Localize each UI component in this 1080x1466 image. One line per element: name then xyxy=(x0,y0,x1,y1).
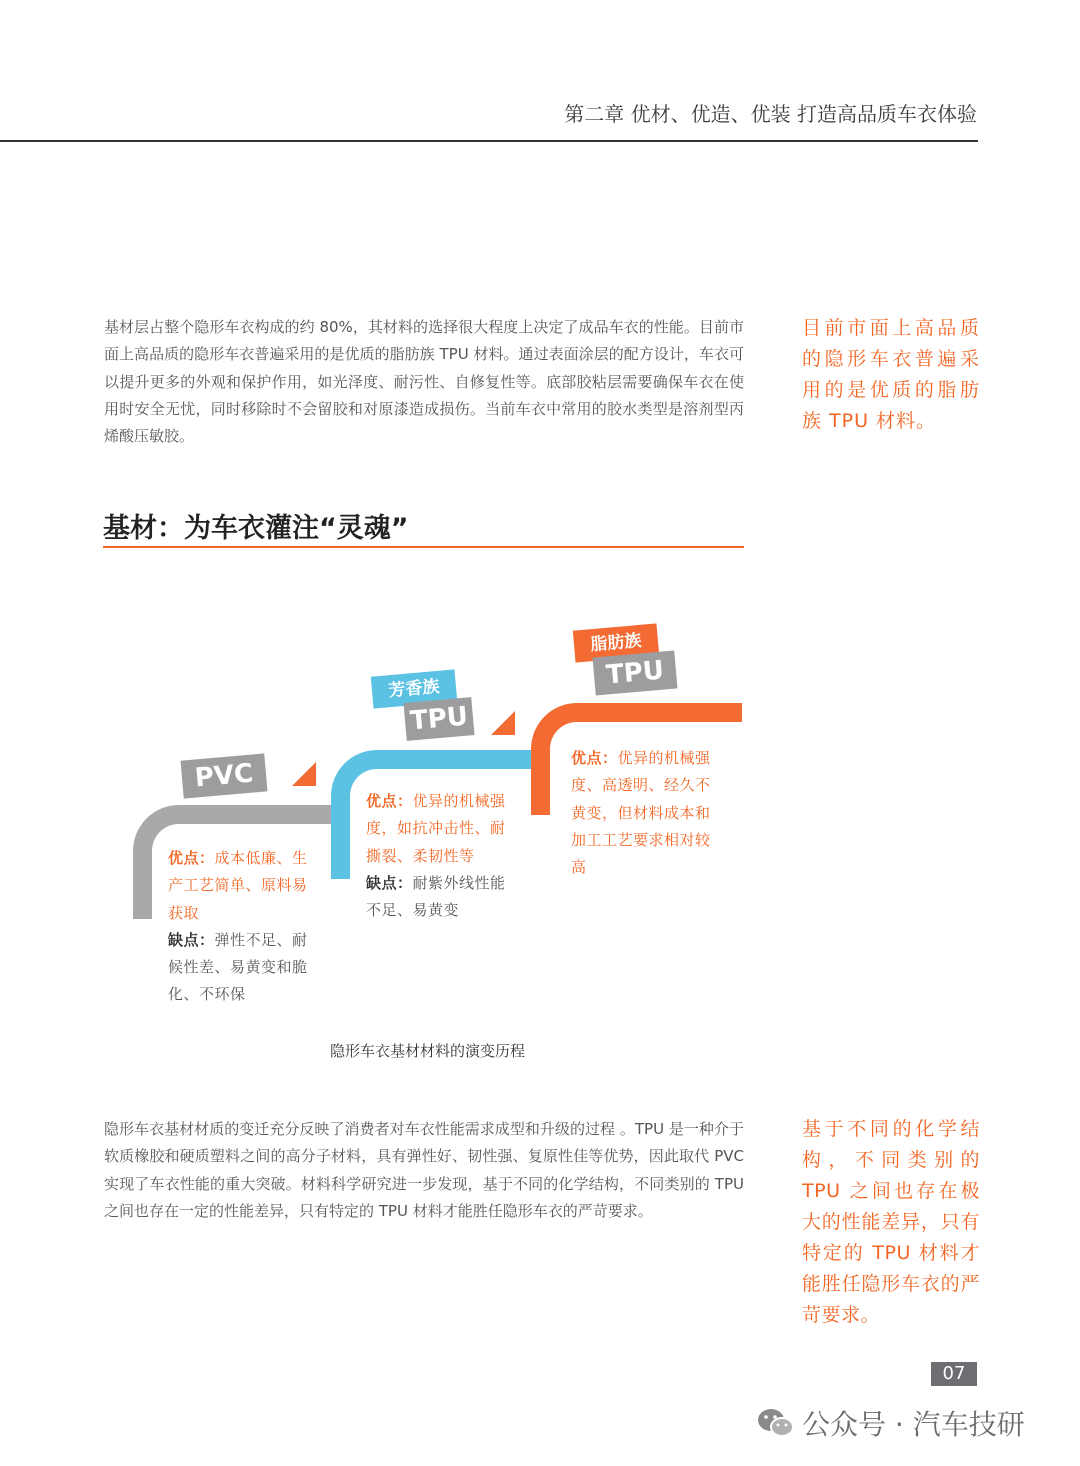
arrow-triangle-2 xyxy=(491,711,515,735)
aromatic-cons: 耐紫外线性能不足、易黄变 xyxy=(366,873,506,920)
body-paragraph-2: 隐形车衣基材材质的变迁充分反映了消费者对车衣性能需求成型和升级的过程 。TPU 是一种介于软质橡胶和硬质塑料之间的高分子材料，具有弹性好、韧性强、复原性佳等优势，因此取代 PVC 实现了车衣性能的重大突破。材料科学研究进一步发现，基于不同的化学结构，不同类别的 TPU 之间也存在一定的性能差异，只有特定的 TPU 材料才能胜任隐形车衣的严苛要求。 xyxy=(104,1120,744,1220)
aromatic-pros: 优异的机械强度，如抗冲击性、耐撕裂、柔韧性等 xyxy=(366,792,506,865)
section-heading: 基材：为车衣灌注“灵魂” xyxy=(103,513,409,544)
aromatic-description xyxy=(366,788,516,924)
pvc-cons: 弹性不足、耐候性差、易黄变和脆化、不环保 xyxy=(168,930,308,1004)
watermark-text: 公众号 · 汽车技研 xyxy=(802,1408,1025,1441)
section-underline xyxy=(103,546,744,548)
aliphatic-tpu-label: TPU xyxy=(593,650,678,695)
callout-quote-2: 基于不同的化学结构，不同类别的 TPU 之间也存在极大的性能差异，只有特定的 TPU 材料才能胜任隐形车衣的严苛要求。 xyxy=(802,1118,980,1326)
pvc-pros-label: 优点： xyxy=(168,849,215,867)
wechat-icon xyxy=(756,1406,796,1440)
aliphatic-pros-label: 优点： xyxy=(571,749,618,767)
aromatic-family-label: 芳香族 xyxy=(371,669,457,708)
page-number: 07 xyxy=(931,1362,977,1386)
pvc-description xyxy=(168,845,318,1009)
watermark xyxy=(756,1400,1025,1446)
diagram-caption: 隐形车衣基材材料的演变历程 xyxy=(330,1042,526,1060)
arrow-triangle-1 xyxy=(292,762,316,786)
pvc-label: PVC xyxy=(181,753,268,798)
aromatic-tpu-label: TPU xyxy=(403,697,474,741)
aliphatic-family-label: 脂肪族 xyxy=(573,623,659,662)
aliphatic-description xyxy=(571,745,716,881)
callout-quote-1: 目前市面上高品质的隐形车衣普遍采用的是优质的脂肪族 TPU 材料。 xyxy=(802,317,980,432)
pvc-pros: 成本低廉、生产工艺简单、原料易获取 xyxy=(168,849,308,922)
aliphatic-pros: 优异的机械强度、高透明、经久不黄变，但材料成本和加工工艺要求相对较高 xyxy=(571,749,711,877)
pvc-cons-label: 缺点： xyxy=(168,930,215,949)
aromatic-cons-label: 缺点： xyxy=(366,873,413,892)
header-rule xyxy=(0,140,978,142)
aromatic-pros-label: 优点： xyxy=(366,792,413,810)
intro-paragraph: 基材层占整个隐形车衣构成的约 80%，其材料的选择很大程度上决定了成品车衣的性能。目前市面上高品质的隐形车衣普遍采用的是优质的脂肪族 TPU 材料。通过表面涂层的配方设计，车衣可以提升更多的外观和保护作用，如光泽度、耐污性、自修复性等。底部胶粘层需要确保车衣在使用时安全无忧，同时移除时不会留胶和对原漆造成损伤。当前车衣中常用的胶水类型是溶剂型丙烯酸压敏胶。 xyxy=(104,318,744,446)
page-header-title: 第二章 优材、优造、优装 打造高品质车衣体验 xyxy=(564,102,977,126)
